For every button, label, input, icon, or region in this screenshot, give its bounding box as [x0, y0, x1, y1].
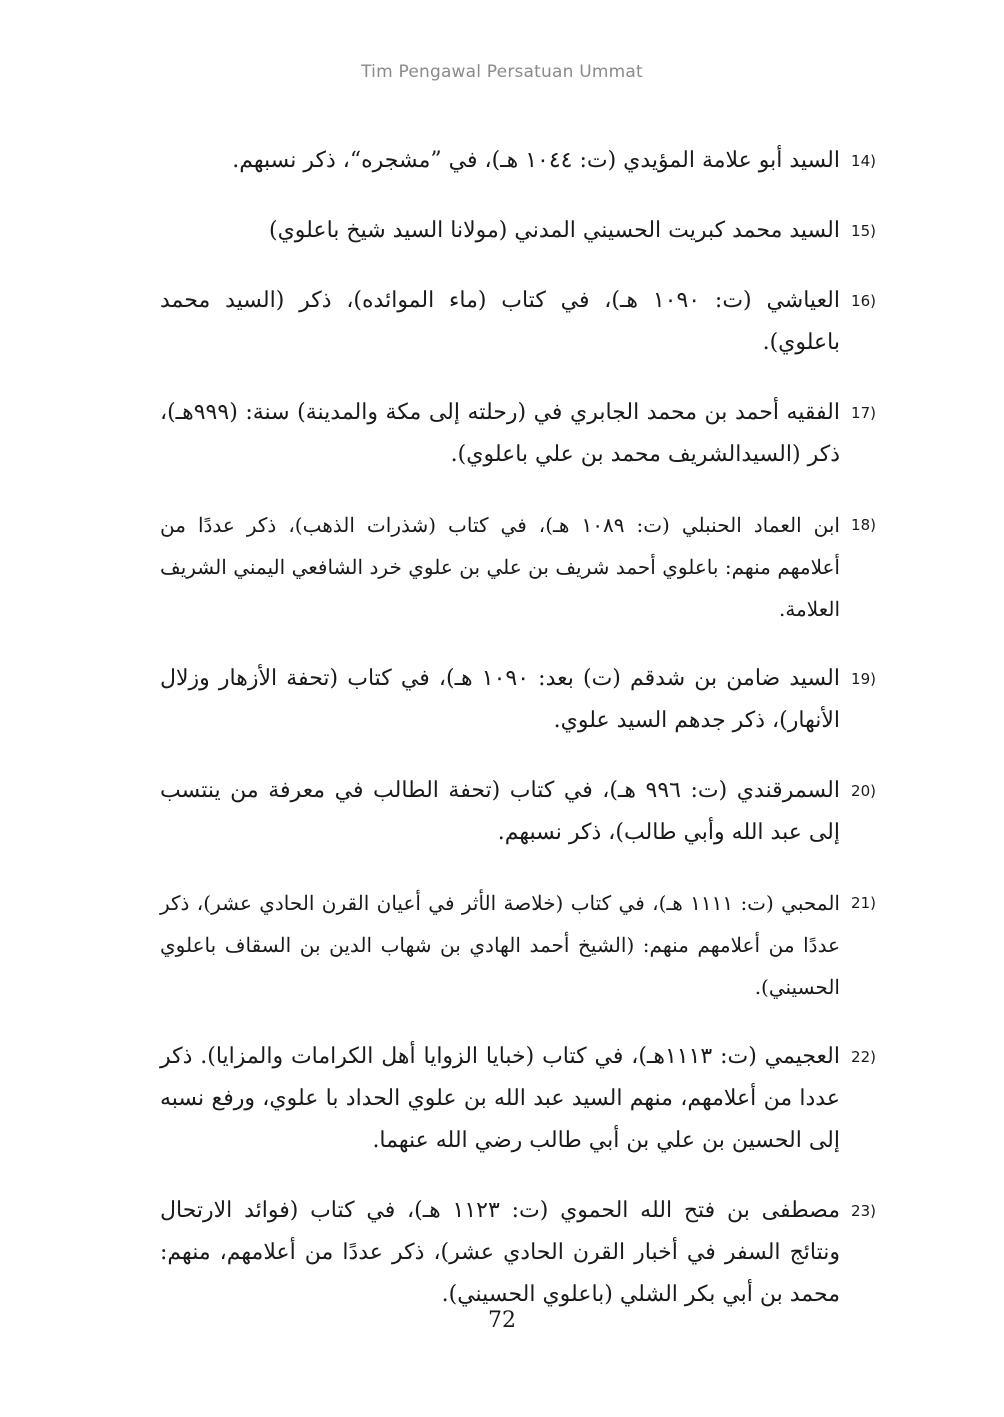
- list-item-text: المحبي (ت: ١١١١ هـ)، في كتاب (خلاصة الأثر في أعيان القرن الحادي عشر)، ذكر عددًا من أعلامهم منهم: (الشيخ أحمد الهادي بن شهاب الدين بن السقاف باعلوي الحسيني).: [160, 891, 840, 999]
- list-item: [160, 210, 876, 252]
- list-item: [160, 1036, 876, 1162]
- list-item-number: 18): [851, 516, 876, 534]
- list-item-number: 23): [851, 1202, 876, 1220]
- page-number: 72: [488, 1308, 516, 1333]
- list-item-text: السيد محمد كبريت الحسيني المدني (مولانا السيد شيخ باعلوي): [268, 218, 840, 243]
- list-item-number: 15): [851, 222, 876, 240]
- list-item: [160, 770, 876, 854]
- reference-list: [160, 140, 876, 1344]
- list-item: [160, 392, 876, 476]
- list-item-text: السيد ضامن بن شدقم (ت) بعد: ١٠٩٠ هـ)، في كتاب (تحفة الأزهار وزلال الأنهار)، ذكر جدهم السيد علوي.: [160, 666, 840, 733]
- running-header: Tim Pengawal Persatuan Ummat: [361, 62, 643, 82]
- list-item-number: 14): [851, 152, 876, 170]
- list-item-number: 19): [851, 670, 876, 688]
- list-item-text: العجيمي (ت: ١١١٣هـ)، في كتاب (خبايا الزوايا أهل الكرامات والمزايا). ذكر عددا من أعلامهم، منهم السيد عبد الله بن علوي الحداد با علوي، ورفع نسبه إلى الحسين بن علي بن أبي طالب رضي الله عنهما.: [160, 1044, 840, 1153]
- list-item-text: الفقيه أحمد بن محمد الجابري في (رحلته إلى مكة والمدينة) سنة: (٩٩٩هـ)، ذكر (السيدالشريف محمد بن علي باعلوي).: [160, 400, 840, 467]
- list-item-text: السمرقندي (ت: ٩٩٦ هـ)، في كتاب (تحفة الطالب في معرفة من ينتسب إلى عبد الله وأبي طالب)، ذكر نسبهم.: [160, 778, 840, 845]
- list-item-number: 17): [851, 404, 876, 422]
- list-item-number: 16): [851, 292, 876, 310]
- list-item: [160, 280, 876, 364]
- list-item-text: ابن العماد الحنبلي (ت: ١٠٨٩ هـ)، في كتاب (شذرات الذهب)، ذكر عددًا من أعلامهم منهم: باعلوي أحمد شريف بن علي بن علوي خرد الشافعي اليمني الشريف العلامة.: [160, 513, 840, 621]
- list-item-text: السيد أبو علامة المؤيدي (ت: ١٠٤٤ هـ)، في ”مشجره“، ذكر نسبهم.: [232, 148, 840, 173]
- list-item-text: مصطفى بن فتح الله الحموي (ت: ١١٢٣ هـ)، في كتاب (فوائد الارتحال ونتائج السفر في أخبار القرن الحادي عشر)، ذكر عددًا من أعلامهم، منهم: محمد بن أبي بكر الشلي (باعلوي الحسيني).: [160, 1198, 840, 1307]
- list-item: [160, 1190, 876, 1316]
- list-item: [160, 504, 876, 630]
- list-item: [160, 140, 876, 182]
- list-item-number: 22): [851, 1048, 876, 1066]
- list-item: [160, 658, 876, 742]
- list-item-number: 20): [851, 782, 876, 800]
- list-item-number: 21): [851, 894, 876, 912]
- list-item-text: العياشي (ت: ١٠٩٠ هـ)، في كتاب (ماء الموائده)، ذكر (السيد محمد باعلوي).: [160, 288, 840, 355]
- list-item: [160, 882, 876, 1008]
